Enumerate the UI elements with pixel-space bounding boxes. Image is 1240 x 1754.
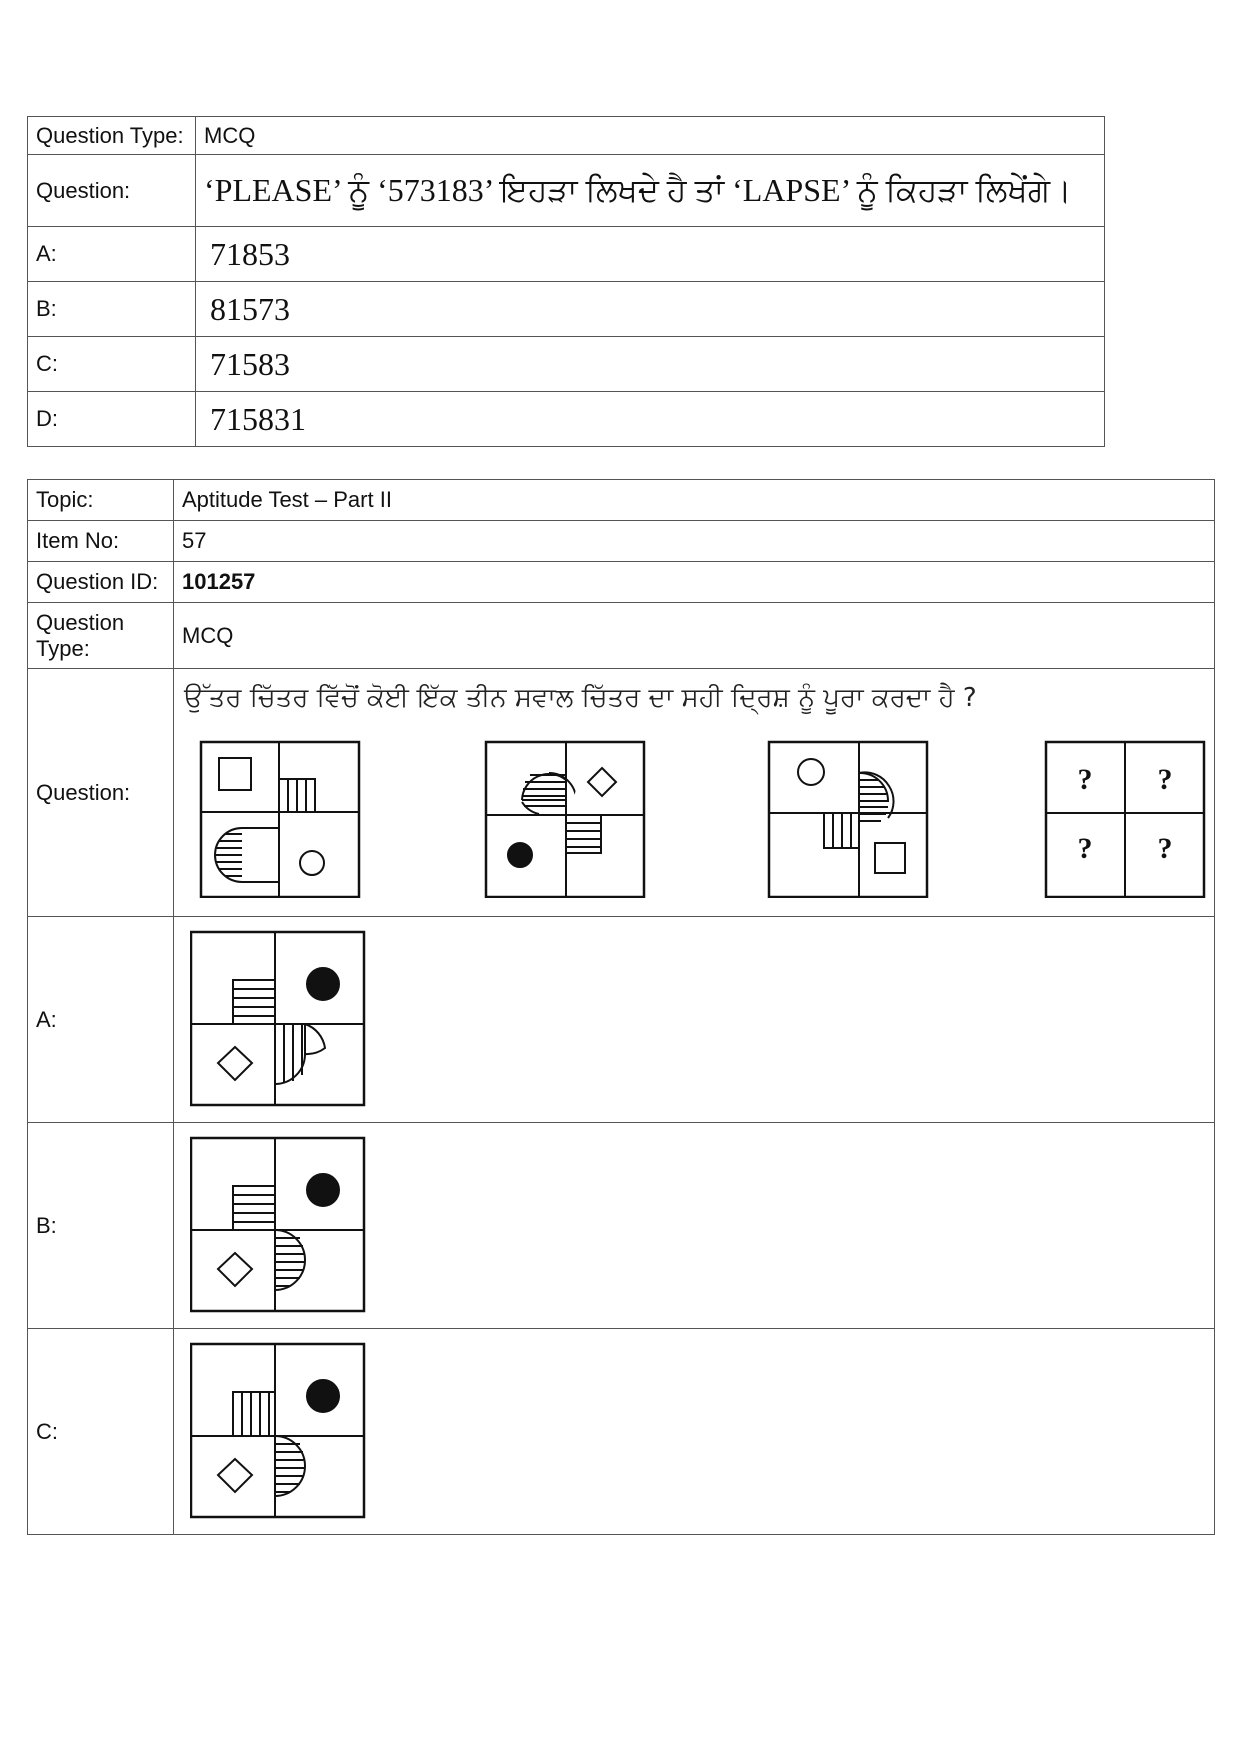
filled-circle-shape [307, 968, 339, 1000]
option-b-value: 81573 [196, 282, 1105, 337]
horizontal-lines-box [566, 815, 601, 853]
topic-value: Aptitude Test – Part II [174, 480, 1215, 521]
question-figure-1 [201, 742, 359, 897]
unknown-mark: ? [1077, 763, 1093, 796]
hatched-semicircle [275, 1230, 305, 1290]
option-c-figure [190, 1342, 370, 1522]
question-figure-4 [1046, 742, 1204, 897]
diamond-shape [588, 768, 616, 796]
question-text: ‘PLEASE’ ਨੂੰ ‘573183’ ਇਹੜਾ ਲਿਖਦੇ ਹੈ ਤਾਂ ‘LAPSE’ ਨੂੰ ਕਿਹੜਾ ਲਿਖੇਂਗੇ। [196, 155, 1105, 227]
question-id-value: 101257 [174, 562, 1215, 603]
question-type-value-2: MCQ [174, 603, 1215, 669]
option-a-label: A: [28, 227, 196, 282]
circle-shape [798, 759, 824, 785]
hatched-semicircle [275, 1436, 305, 1496]
hatched-semicircle [275, 1024, 325, 1084]
vertical-lines-box [233, 1392, 275, 1436]
square-shape [875, 843, 905, 873]
question-figure-2 [486, 742, 644, 897]
horizontal-lines-box [233, 1186, 275, 1230]
unknown-mark: ? [1157, 832, 1173, 865]
question-type-label: Question Type: [28, 117, 196, 155]
unknown-mark: ? [1077, 832, 1093, 865]
option-c-value: 71583 [196, 337, 1105, 392]
question-label: Question: [28, 155, 196, 227]
question-text-2: ਉੱਤਰ ਚਿੱਤਰ ਵਿੱਚੋਂ ਕੋਈ ਇੱਕ ਤੀਨ ਸਵਾਲ ਚਿੱਤਰ ਦਾ ਸਹੀ ਦ੍ਰਿਸ਼ ਨੂੰ ਪੂਰਾ ਕਰਦਾ ਹੈ ? [184, 683, 977, 713]
unknown-mark: ? [1157, 763, 1173, 796]
question-id-label: Question ID: [28, 562, 174, 603]
option-d-label: D: [28, 392, 196, 447]
vertical-lines-box [279, 779, 315, 812]
question-label-2: Question: [28, 669, 174, 917]
square-shape [219, 758, 251, 790]
question-type-value: MCQ [196, 117, 1105, 155]
diamond-shape [218, 1253, 252, 1286]
circle-shape [300, 851, 324, 875]
item-no-label: Item No: [28, 521, 174, 562]
question-2-table [27, 479, 1215, 1535]
horizontal-lines-box [233, 980, 275, 1024]
diamond-shape [218, 1459, 252, 1492]
option-c-label: C: [28, 337, 196, 392]
option-b-figure [190, 1136, 370, 1316]
option-b-label: B: [28, 282, 196, 337]
option-b-label-2: B: [28, 1123, 174, 1329]
hatched-semicircle [522, 775, 566, 814]
filled-circle-shape [307, 1174, 339, 1206]
vertical-lines-box [824, 813, 859, 848]
option-a-figure [190, 930, 370, 1110]
question-figures [184, 728, 1214, 898]
option-a-label-2: A: [28, 917, 174, 1123]
option-a-value: 71853 [196, 227, 1105, 282]
topic-label: Topic: [28, 480, 174, 521]
question-type-label-2: Question Type: [28, 603, 174, 669]
question-1-table [27, 116, 1105, 447]
question-figure-3 [769, 742, 927, 897]
item-no-value: 57 [174, 521, 1215, 562]
option-d-value: 715831 [196, 392, 1105, 447]
filled-circle-shape [307, 1380, 339, 1412]
diamond-shape [218, 1047, 252, 1080]
option-c-label-2: C: [28, 1329, 174, 1535]
filled-circle-shape [508, 843, 532, 867]
